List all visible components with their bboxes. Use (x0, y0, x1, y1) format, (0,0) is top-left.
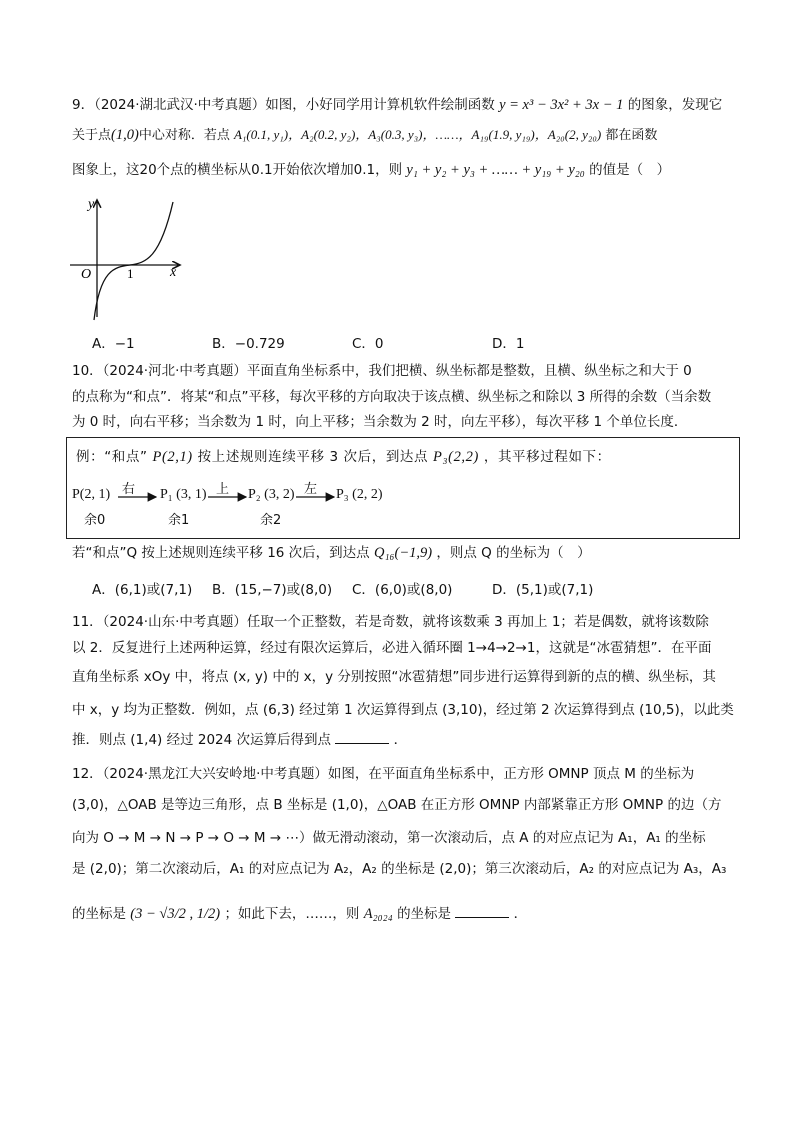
remainder-2: 余2 (260, 513, 282, 528)
q12-a2024: A₂₀₂₄ (363, 906, 393, 922)
q9-text: 图象上，这20个点的横坐标从0.1开始依次增加0.1，则 (72, 162, 403, 178)
q9-option-d[interactable]: D．1 (492, 336, 525, 352)
example-line (76, 447, 611, 467)
q12-line3: 向为 O → M → N → P → O → M → ⋯）做无滑动滚动，第一次滚动后，点 A 的对应点记为 A₁，A₁ 的坐标 (72, 830, 706, 846)
arrow-label-up: 上 (216, 482, 230, 497)
cubic-curve (94, 202, 173, 320)
q10-option-a[interactable]: A．(6,1)或(7,1) (92, 582, 193, 598)
origin-label: O (81, 267, 92, 282)
q10-point-q16: Q₁₆(−1,9) (373, 545, 433, 561)
q9-function-graph (70, 192, 190, 322)
q9-text: 的图象，发现它 (627, 97, 723, 113)
q12-text: ；如此下去，……，则 (224, 906, 360, 922)
q9-text: 都在函数 (605, 128, 658, 143)
q9-text: 的值是（ ） (589, 162, 671, 178)
q9-option-c[interactable]: C．0 (352, 336, 384, 352)
flow-point-p: P(2, 1) (72, 487, 111, 502)
y-label: y (88, 197, 95, 212)
q11-line2: 以 2．反复进行上述两种运算，经过有限次运算后，必进入循环圈 1→4→2→1，这就是“冰雹猜想”．在平面 (72, 640, 712, 656)
q11-text: ． (393, 732, 408, 748)
q11-line4: 中 x，y 均为正整数．例如，点 (6,3) 经过第 1 次运算得到点 (3,10)，经过第 2 次运算得到点 (10,5)，以此类 (72, 702, 734, 718)
q12-a3-coordinate: (3 − √3/2 , 1/2) (130, 906, 221, 922)
q12-text: 的坐标是 (72, 906, 126, 922)
remainder-1: 余1 (168, 513, 190, 528)
q9-line2 (72, 125, 657, 146)
arrow-label-left: 左 (304, 482, 318, 497)
q9-text: 中心对称．若点 (138, 128, 230, 143)
q10-line2: 的点称为“和点”．将某“和点”平移，每次平移的方向取决于该点横、纵坐标之和除以 3 所得的余数（当余数 (72, 389, 712, 405)
q12-line1: 12．（2024·黑龙江大兴安岭地·中考真题）如图，在平面直角坐标系中，正方形 OMNP 顶点 M 的坐标为 (72, 766, 695, 782)
q11-line3: 直角坐标系 xOy 中，将点 (x, y) 中的 x，y 分别按照“冰雹猜想”同步进行运算得到新的点的横、纵坐标，其 (72, 669, 716, 685)
q12-text: 的坐标是 (397, 906, 452, 922)
q12-answer-blank[interactable] (455, 905, 509, 918)
q9-option-a[interactable]: A．−1 (92, 336, 135, 352)
q9-points: A₁(0.1, y₁)，A₂(0.2, y₂)，A₃(0.3, y₃)，……，A₁₉(1.9, y₁₉)，A₂₀(2, y₂₀) (233, 127, 602, 142)
q10-option-c[interactable]: C．(6,0)或(8,0) (352, 582, 453, 598)
q10-after-line (72, 543, 591, 563)
q9-sum-expression: y₁ + y₂ + y₃ + …… + y₁₉ + y₂₀ (406, 162, 585, 178)
q12-text: ． (513, 906, 528, 922)
q10-text: 若“和点”Q 按上述规则连续平移 16 次后，到达点 (72, 545, 370, 561)
q9-text: 9．（2024·湖北武汉·中考真题）如图，小好同学用计算机软件绘制函数 (72, 97, 495, 113)
q9-function: y = x³ − 3x² + 3x − 1 (499, 97, 624, 113)
q12-line4: 是 (2,0)；第二次滚动后，A₁ 的对应点记为 A₂，A₂ 的坐标是 (2,0)；第三次滚动后，A₂ 的对应点记为 A₃，A₃ (72, 861, 727, 877)
example-point-p: P(2,1) (152, 449, 193, 465)
q11-answer-blank[interactable] (335, 731, 389, 744)
q10-text: ，则点 Q 的坐标为（ ） (436, 545, 591, 561)
flow-point-p1: P₁ (3, 1) (160, 487, 207, 502)
remainder-0: 余0 (84, 513, 106, 528)
q9-option-b[interactable]: B．−0.729 (212, 336, 285, 352)
example-text: ，其平移过程如下： (483, 449, 611, 465)
flow-point-p3: P₃ (2, 2) (336, 487, 383, 502)
q9-center-point: (1,0) (111, 127, 139, 143)
q11-line1: 11．（2024·山东·中考真题）任取一个正整数，若是奇数，就将该数乘 3 再加上 1；若是偶数，就将该数除 (72, 614, 709, 630)
example-point-p3: P₃(2,2) (433, 449, 479, 465)
q9-line3 (72, 160, 670, 180)
arrow-label-right: 右 (122, 482, 136, 497)
q10-option-b[interactable]: B．(15,−7)或(8,0) (212, 582, 333, 598)
q9-line1 (72, 95, 722, 115)
q12-line2: (3,0)，△OAB 是等边三角形，点 B 坐标是 (1,0)，△OAB 在正方形 OMNP 内部紧靠正方形 OMNP 的边（方 (72, 797, 722, 813)
q10-line1: 10．（2024·河北·中考真题）平面直角坐标系中，我们把横、纵坐标都是整数，且横、纵坐标之和大于 0 (72, 363, 692, 379)
flow-point-p2: P₂ (3, 2) (248, 487, 295, 502)
q11-text: 推．则点 (1,4) 经过 2024 次运算后得到点 (72, 732, 332, 748)
q11-line5 (72, 730, 407, 750)
x-label: x (170, 265, 177, 280)
q12-line5 (72, 904, 527, 924)
q9-text: 关于点 (72, 128, 112, 143)
example-text: 例：“和点” (76, 449, 148, 465)
example-text: 按上述规则连续平移 3 次后，到达点 (197, 449, 429, 465)
tick-1-label: 1 (127, 266, 134, 281)
q10-line3: 为 0 时，向右平移；当余数为 1 时，向上平移；当余数为 2 时，向左平移），每次平移 1 个单位长度． (72, 414, 688, 430)
flow-arrows (118, 480, 358, 510)
q10-option-d[interactable]: D．(5,1)或(7,1) (492, 582, 594, 598)
